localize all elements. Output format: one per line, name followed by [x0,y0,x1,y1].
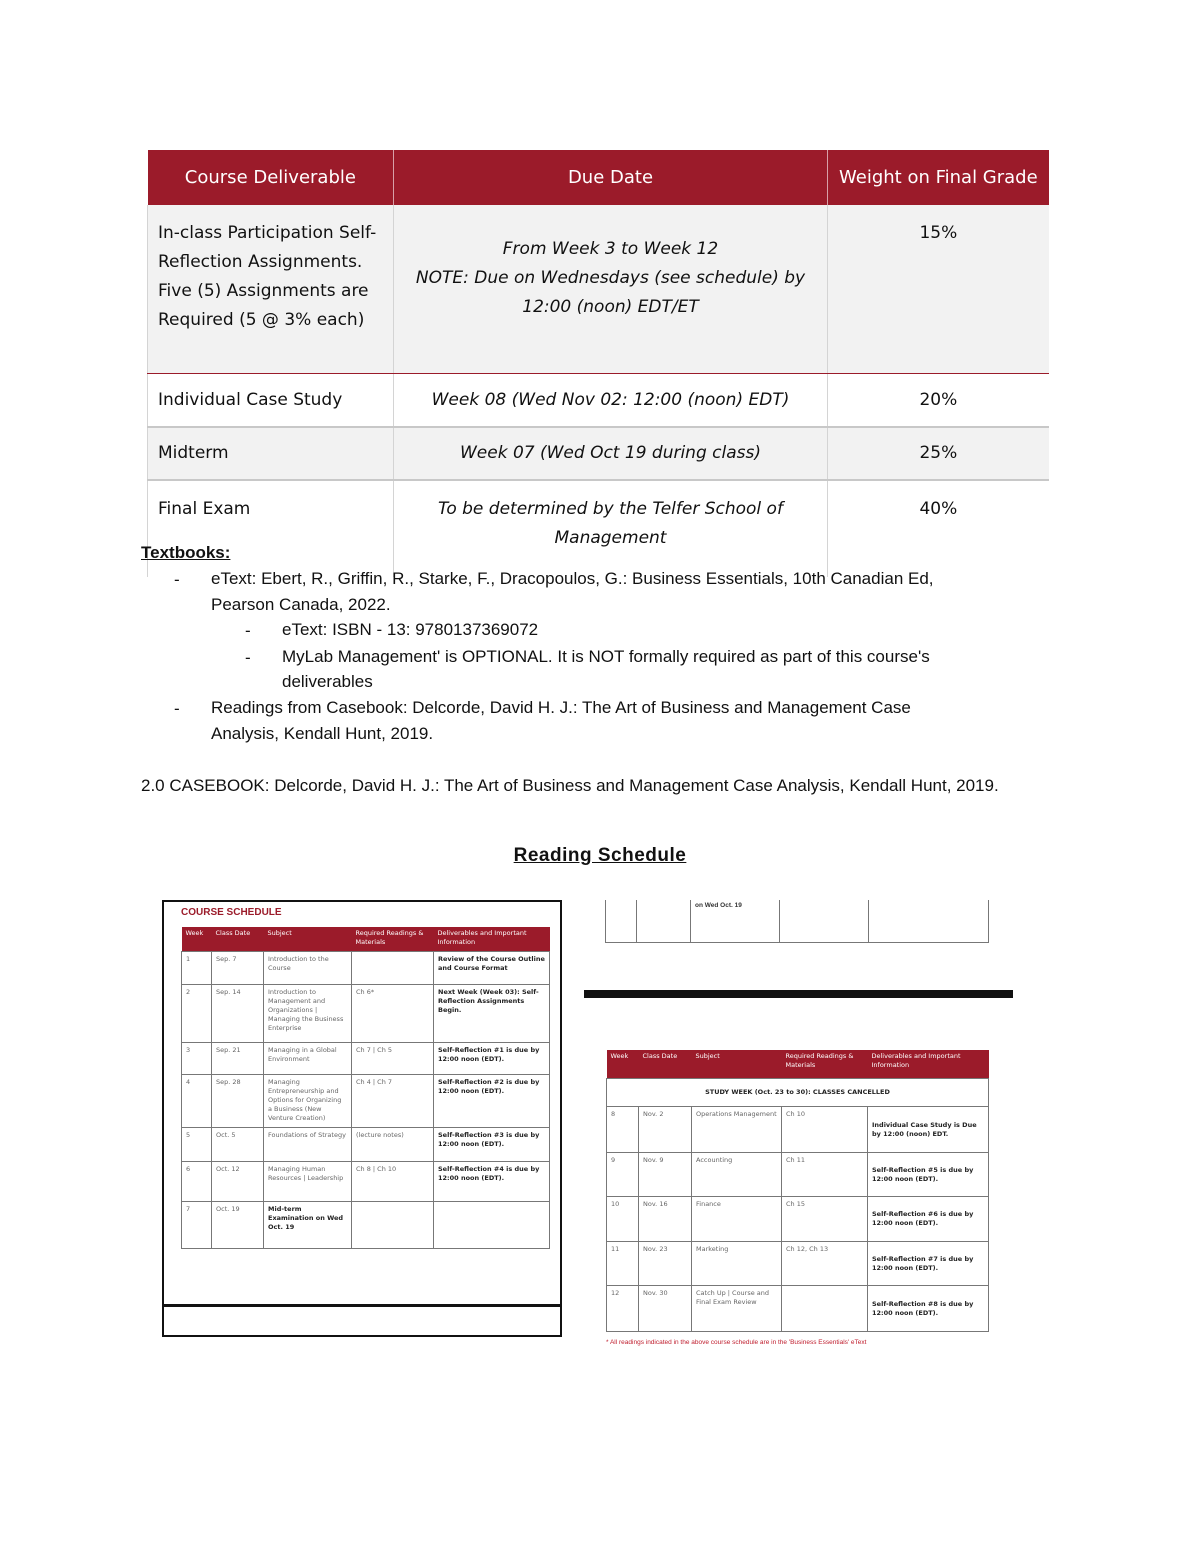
course-schedule-title: COURSE SCHEDULE [181,907,282,918]
course-schedule-image-left [162,900,562,1337]
table-row [148,480,1050,577]
schedule-deliverables [868,1197,989,1242]
schedule-week: 10 [607,1197,639,1242]
table-row [607,1079,989,1107]
deliverable-cell [148,205,394,374]
deliverables-table [147,150,1049,577]
deliverable-cell: Midterm [148,427,394,480]
schedule-header-row [182,927,550,952]
table-row [148,374,1050,428]
table-row [607,1242,989,1286]
textbook-item-line: Readings from Casebook: Delcorde, David H. J.: The Art of Business and Management Case [211,698,911,717]
schedule-header: Subject [692,1050,782,1079]
due-date-cell [394,205,827,374]
study-week-text: STUDY WEEK (Oct. 23 to 30): CLASSES CANCELLED [705,1088,890,1096]
table-row [148,427,1050,480]
schedule-subject: Marketing [692,1242,782,1286]
weight-cell: 15% [827,205,1049,374]
bullet-marker: - [174,699,180,718]
schedule-week: 4 [182,1075,212,1128]
reading-schedule-title: Reading Schedule [513,845,687,866]
schedule-deliverables [434,1075,550,1128]
schedule-deliverable-text: Review of the Course Outline and Course Format [438,955,545,972]
header-deliverable: Course Deliverable [148,150,394,205]
textbooks-heading: Textbooks: [141,543,231,562]
schedule-week: 6 [182,1162,212,1202]
textbook-subitem-line: deliverables [282,672,373,691]
table-row [607,1107,989,1153]
table-row [182,1075,550,1128]
schedule-header: Week [182,927,212,952]
table-row [182,1162,550,1202]
schedule-deliverable-text: Self-Reflection #2 is due by 12:00 noon (EDT). [438,1078,540,1095]
schedule-date: Sep. 21 [212,1043,264,1075]
schedule-deliverable-text: Self-Reflection #8 is due by 12:00 noon (EDT). [872,1299,974,1317]
study-week-cell [607,1079,989,1107]
weight-cell: 20% [827,374,1049,428]
schedule-subject: Operations Management [692,1107,782,1153]
schedule-deliverable-text: Self-Reflection #6 is due by 12:00 noon (EDT). [872,1210,974,1227]
schedule-readings: Ch 6* [352,985,434,1043]
bullet-marker: - [174,570,180,589]
deliverable-line: Five (5) Assignments are [158,281,369,301]
deliverable-cell: Final Exam [148,480,394,577]
schedule-readings: Ch 10 [782,1107,868,1153]
schedule-subject: Managing Entrepreneurship and Options for Organizing a Business (New Venture Creation) [264,1075,352,1128]
schedule-subject: Finance [692,1197,782,1242]
schedule-deliverables [434,985,550,1043]
divider-line [164,1304,560,1307]
textbook-item-line: Pearson Canada, 2022. [211,595,391,614]
schedule-deliverable-text: Self-Reflection #5 is due by 12:00 noon (EDT). [872,1165,974,1183]
schedule-date: Nov. 2 [639,1107,692,1153]
schedule-subject [264,1202,352,1249]
schedule-date: Nov. 23 [639,1242,692,1286]
schedule-deliverable-text: Self-Reflection #4 is due by 12:00 noon (EDT). [438,1165,540,1182]
schedule-readings [352,952,434,985]
schedule-week: 3 [182,1043,212,1075]
schedule-deliverables [434,1162,550,1202]
schedule-cell [869,900,989,943]
course-schedule-table-2 [606,1050,989,1332]
schedule-subject: Introduction to Management and Organizations | Managing the Business Enterprise [264,985,352,1043]
casebook-paragraph: 2.0 CASEBOOK: Delcorde, David H. J.: The Art of Business and Management Case Analysis, Kendall Hunt, 2019. [141,776,999,795]
schedule-readings: Ch 11 [782,1153,868,1197]
due-line: Management [554,528,667,548]
schedule-date: Sep. 7 [212,952,264,985]
table-row [148,205,1050,374]
continued-text: on Wed Oct. 19 [695,902,742,909]
schedule-subject: Accounting [692,1153,782,1197]
schedule-deliverable-text: Self-Reflection #3 is due by 12:00 noon (EDT). [438,1131,540,1148]
schedule-subject: Managing Human Resources | Leadership [264,1162,352,1202]
schedule-subject: Catch Up | Course and Final Exam Review [692,1286,782,1332]
schedule-deliverables [434,1043,550,1075]
table-row [182,952,550,985]
schedule-readings [352,1202,434,1249]
due-line: 12:00 (noon) EDT/ET [522,297,699,317]
course-schedule-continued [605,900,989,944]
schedule-readings: Ch 15 [782,1197,868,1242]
schedule-week: 5 [182,1128,212,1162]
course-schedule-image-right [606,1050,989,1332]
schedule-week: 12 [607,1286,639,1332]
schedule-readings: Ch 8 | Ch 10 [352,1162,434,1202]
schedule-header: Week [607,1050,639,1079]
schedule-header-row [607,1050,989,1079]
table-row [182,985,550,1043]
table-row [182,1043,550,1075]
deliverable-line: Required (5 @ 3% each) [158,310,365,330]
schedule-deliverable-text: Individual Case Study is Due by 12:00 (noon) EDT. [872,1120,977,1138]
schedule-deliverables [868,1153,989,1197]
header-weight: Weight on Final Grade [827,150,1049,205]
schedule-subject [691,900,780,943]
schedule-readings: (lecture notes) [352,1128,434,1162]
schedule-week: 2 [182,985,212,1043]
due-line: From Week 3 to Week 12 [502,239,719,259]
textbook-item-line: eText: Ebert, R., Griffin, R., Starke, F., Dracopoulos, G.: Business Essentials, 10th Canadian Ed, [211,569,934,588]
weight-cell: 25% [827,427,1049,480]
deliverable-line: In-class Participation Self- [158,223,377,243]
schedule-deliverable-text: Self-Reflection #1 is due by 12:00 noon (EDT). [438,1046,540,1063]
schedule-week: 11 [607,1242,639,1286]
table-row [607,1153,989,1197]
due-date-cell [394,480,827,577]
table-row [182,1202,550,1249]
textbook-subitem-line: MyLab Management' is OPTIONAL. It is NOT formally required as part of this course's [282,647,930,666]
schedule-header: Deliverables and Important Information [434,927,550,952]
schedule-deliverables [868,1107,989,1153]
schedule-deliverables [434,1128,550,1162]
table-row [607,1286,989,1332]
bullet-marker: - [245,648,251,667]
schedule-date: Sep. 28 [212,1075,264,1128]
schedule-deliverables [868,1242,989,1286]
schedule-week: 9 [607,1153,639,1197]
continued-table [605,900,989,943]
deliverables-header-row [148,150,1050,205]
schedule-date: Oct. 5 [212,1128,264,1162]
due-line: To be determined by the Telfer School of [438,499,783,519]
table-row [607,1197,989,1242]
schedule-subject: Foundations of Strategy [264,1128,352,1162]
schedule-deliverables [434,952,550,985]
schedule-deliverables [868,1286,989,1332]
schedule-deliverables [434,1202,550,1249]
due-date-cell: Week 07 (Wed Oct 19 during class) [394,427,827,480]
schedule-readings: Ch 7 | Ch 5 [352,1043,434,1075]
schedule-date: Oct. 19 [212,1202,264,1249]
table-row [606,900,989,943]
schedule-subject-text: Mid-term Examination on Wed Oct. 19 [268,1205,344,1231]
schedule-readings [782,1286,868,1332]
schedule-header: Class Date [212,927,264,952]
schedule-footnote: * All readings indicated in the above course schedule are in the 'Business Essentials' eText [606,1339,867,1346]
schedule-week: 8 [607,1107,639,1153]
schedule-cell [606,900,637,943]
due-date-cell: Week 08 (Wed Nov 02: 12:00 (noon) EDT) [394,374,827,428]
schedule-header: Deliverables and Important Information [868,1050,989,1079]
table-row [182,1128,550,1162]
divider-bar [584,990,1013,998]
textbook-item-line: Analysis, Kendall Hunt, 2019. [211,724,434,743]
course-schedule-table [181,927,550,1249]
due-line: NOTE: Due on Wednesdays (see schedule) by [415,268,806,288]
schedule-cell [637,900,691,943]
schedule-deliverable-text: Self-Reflection #7 is due by 12:00 noon (EDT). [872,1254,974,1272]
schedule-readings: Ch 4 | Ch 7 [352,1075,434,1128]
schedule-date: Sep. 14 [212,985,264,1043]
schedule-date: Nov. 30 [639,1286,692,1332]
deliverable-line: Reflection Assignments. [158,252,363,272]
schedule-week: 1 [182,952,212,985]
schedule-deliverable-text: Next Week (Week 03): Self-Reflection Assignments Begin. [438,988,539,1014]
bullet-marker: - [245,621,251,640]
deliverable-cell: Individual Case Study [148,374,394,428]
schedule-header: Subject [264,927,352,952]
schedule-header: Required Readings & Materials [782,1050,868,1079]
textbook-subitem: eText: ISBN - 13: 9780137369072 [282,620,539,639]
schedule-date: Nov. 9 [639,1153,692,1197]
header-due-date: Due Date [394,150,827,205]
schedule-header: Required Readings & Materials [352,927,434,952]
schedule-cell [780,900,869,943]
schedule-subject: Introduction to the Course [264,952,352,985]
schedule-readings: Ch 12, Ch 13 [782,1242,868,1286]
schedule-date: Oct. 12 [212,1162,264,1202]
schedule-subject: Managing in a Global Environment [264,1043,352,1075]
weight-cell: 40% [827,480,1049,577]
schedule-date: Nov. 16 [639,1197,692,1242]
schedule-header: Class Date [639,1050,692,1079]
schedule-week: 7 [182,1202,212,1249]
